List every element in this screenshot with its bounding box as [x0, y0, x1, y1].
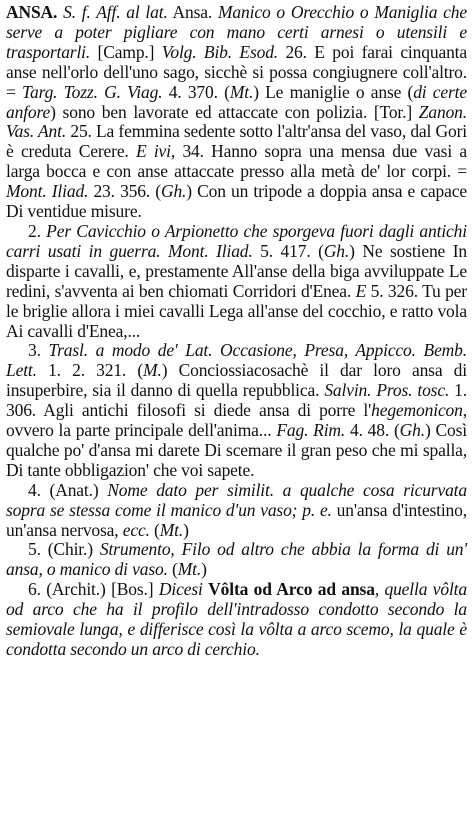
text-run: 23. 356. (	[88, 181, 161, 202]
text-run: Mt.	[229, 81, 254, 102]
text-run: )	[183, 519, 189, 540]
grammar-note: S. f. Aff. al lat.	[63, 2, 168, 22]
text-run: ) Così qualche po' d'ansa mi darete Di scemare il gran peso che mi spalla, Di tante obbligazion' che voi sapete.	[6, 420, 468, 480]
text-run: 6. (Archit.) [Bos.]	[28, 579, 159, 600]
entry-intro-text	[6, 2, 467, 221]
text-run: 4. 48. (	[345, 420, 400, 441]
text-run: un'ansa d'intestino, un'ansa nervosa,	[6, 499, 467, 540]
entry-ansa-definition	[6, 3, 467, 222]
sense-6	[6, 580, 467, 660]
text-run: , ovvero la parte principale dell'anima...	[6, 400, 467, 441]
text-run: hegemonicon	[371, 400, 463, 421]
text-run: Targ. Tozz. G. Viag.	[22, 81, 163, 102]
text-run: Volg. Bib. Esod.	[161, 41, 279, 62]
text-run: Trasl. a modo de' Lat. Occasione, Presa, Appicco. Bemb. Lett.	[6, 340, 467, 381]
text-run: ) Con un tripode a doppia ansa e capace Di ventidue misure.	[6, 181, 467, 222]
text-run: 5. (Chir.)	[28, 539, 100, 560]
text-run: )	[201, 559, 207, 580]
text-run: Fag. Rim.	[276, 420, 346, 441]
text-run: Mt.	[177, 559, 202, 580]
text-run: , quella vôlta od arco che ha il profilo dell'intradosso condotto secondo la semiovale lunga, e differisce così la vôlta a arco scemo, la quale è condotta secondo un arco di cerchio.	[6, 579, 467, 659]
text-run: ) sono ben lavorate ed attaccate con polizia. [Tor.]	[50, 101, 419, 122]
sense-4	[6, 481, 467, 541]
text-run: [Camp.]	[90, 41, 162, 62]
text-run: 4. 370. (	[162, 81, 230, 102]
text-run: di certe anfore	[6, 81, 468, 122]
text-run: 3.	[28, 340, 49, 361]
text-run: ecc.	[122, 519, 150, 540]
text-run: E	[355, 280, 367, 301]
text-run: Gh.	[323, 240, 350, 261]
text-run: 26. E poi farai cinquanta anse nell'orlo dell'uno sago, sicchè si possa congiugnere coll'altro. =	[6, 41, 467, 102]
text-run: Nome dato per similit. a qualche cosa ricurvata sopra se stessa come il manico d'un vaso; p. e.	[6, 479, 467, 520]
text-run: , 34. Hanno sopra una mensa due vasi a larga bocca e con anse attaccate presso alla metà de' lor corpi. =	[6, 141, 467, 182]
text-run: 2.	[28, 220, 47, 241]
sense-3	[6, 341, 467, 480]
text-run: M.	[143, 360, 162, 381]
text-run: Manico o Orecchio o Maniglia che serve a poter pigliare con mano certi arnesi o utensili e trasportarli.	[6, 2, 467, 62]
text-run: ) Conciossiacosachè il dar loro ansa di insuperbire, sia il danno di quella repubblica.	[6, 360, 467, 401]
headword: ANSA.	[6, 2, 58, 22]
sense-2	[6, 222, 467, 341]
text-run: 1. 306. Agli antichi filosofi si diede ansa di porre l'	[6, 380, 467, 421]
text-run: Vôlta od Arco ad ansa	[208, 579, 375, 600]
text-run: 1. 2. 321. (	[36, 360, 144, 381]
text-run: 25. La femmina sedente sotto l'altr'ansa del vaso, dal Gori è creduta Cerere.	[6, 121, 467, 162]
text-run: Mont. Iliad.	[6, 181, 89, 202]
sense-5	[6, 540, 467, 580]
text-run: Gh.	[399, 420, 425, 441]
text-run: 5. 326. Tu per le briglie allora i miei cavalli Lega all'anse del cocchio, e ratto vola Ai cavalli d'Enea,...	[6, 280, 467, 341]
text-run: (	[167, 559, 178, 580]
text-run: E ivi	[135, 141, 171, 162]
text-run: (	[149, 519, 160, 540]
text-run: Zanon. Vas. Ant.	[6, 101, 467, 142]
text-run: Mt.	[159, 519, 184, 540]
text-run: Gh.	[160, 181, 187, 202]
text-run: Dicesi	[158, 579, 209, 600]
text-run: Per Cavicchio o Arpionetto che sporgeva fuori dagli antichi carri usati in guerra. Mont. Iliad.	[6, 220, 467, 261]
text-run: ) Ne sostiene In disparte i cavalli, e, prestamente All'anse della biga avviluppate Le redini, s'avventa ai ben chiomati Corridori d'Enea.	[6, 240, 467, 301]
text-run: 5. 417. (	[252, 240, 324, 261]
text-run: ) Le maniglie o anse (	[253, 81, 414, 102]
text-run: 4. (Anat.)	[28, 479, 108, 500]
text-run: Ansa.	[172, 2, 218, 22]
text-run: Salvin. Pros. tosc.	[324, 380, 450, 401]
text-run: Strumento, Filo od altro che abbia la forma di un' ansa, o manico di vaso.	[6, 539, 467, 580]
